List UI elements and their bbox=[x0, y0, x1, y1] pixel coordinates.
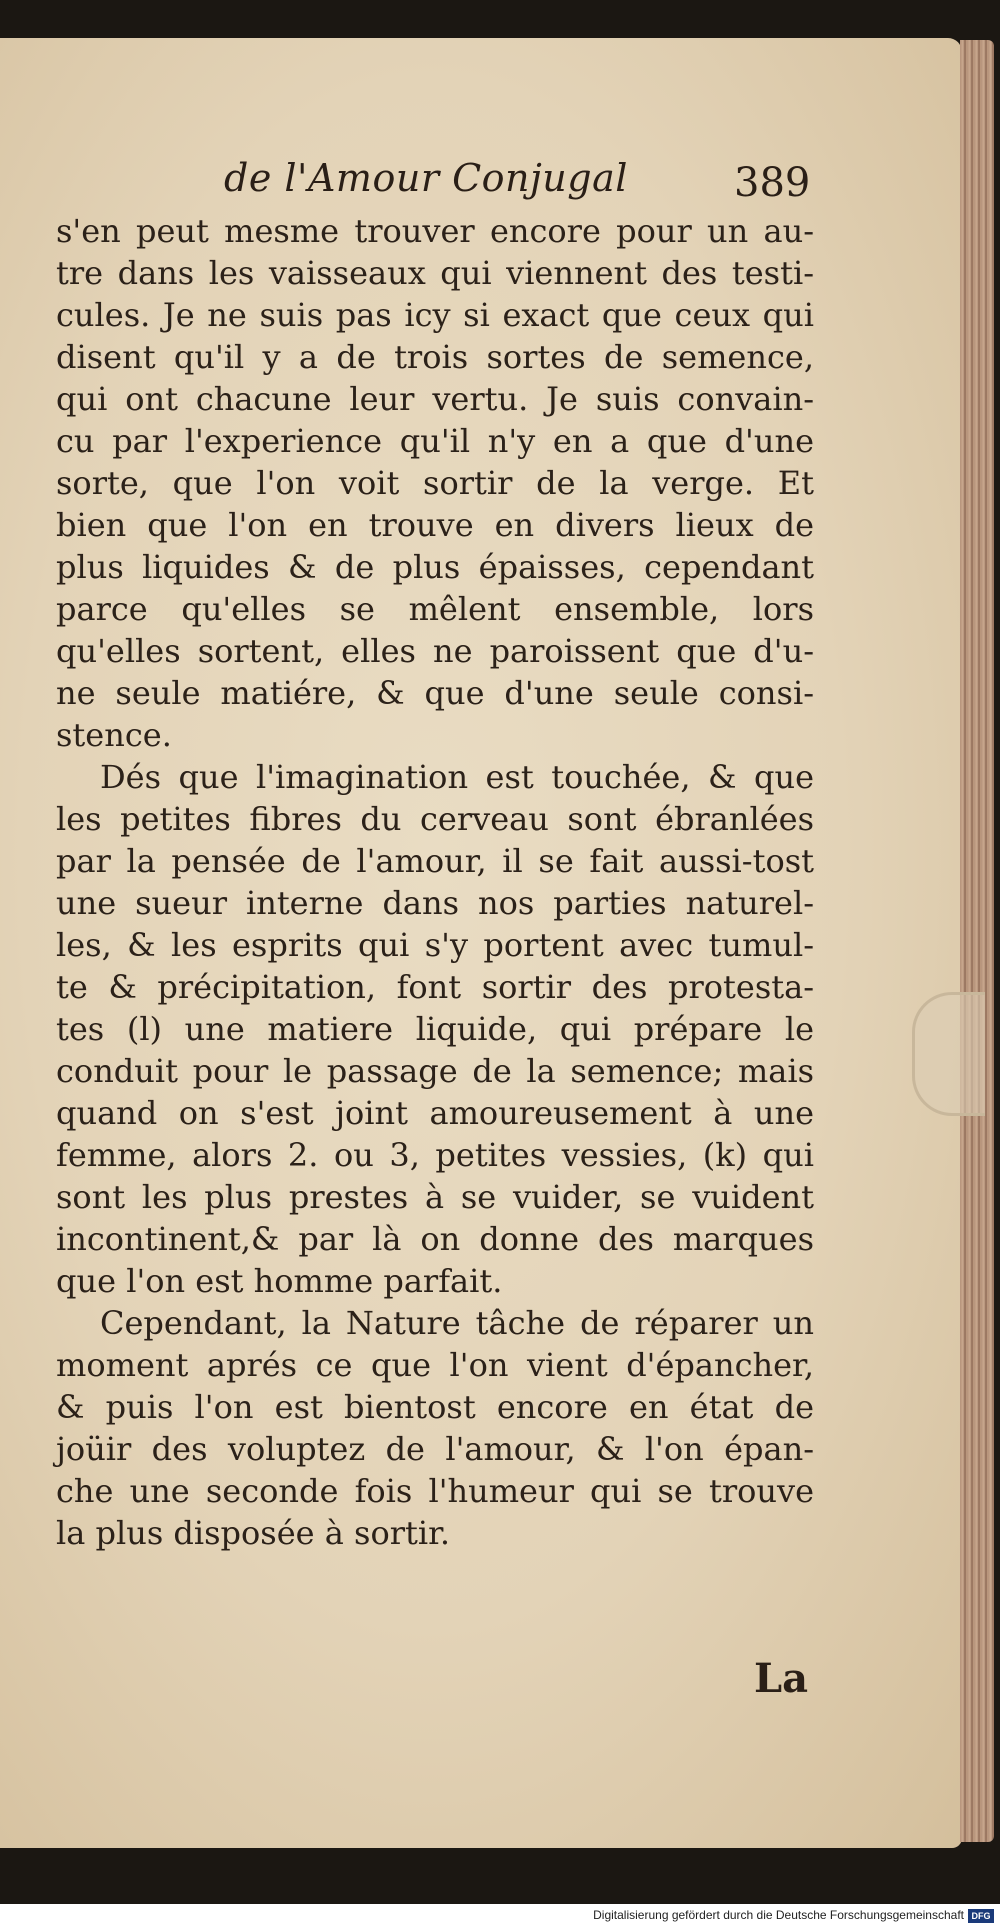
text-line: che une seconde fois l'humeur qui se trouve bbox=[56, 1472, 814, 1510]
text-line: stence. bbox=[56, 716, 172, 754]
text-line: bien que l'on en trouve en divers lieux de bbox=[56, 506, 814, 544]
text-line: disent qu'il y a de trois sortes de semence, bbox=[56, 338, 814, 376]
text-line: s'en peut mesme trouver encore pour un au- bbox=[56, 212, 814, 250]
text-line: te & précipitation, font sortir des protesta- bbox=[56, 968, 814, 1006]
text-line: conduit pour le passage de la semence; mais bbox=[56, 1052, 814, 1090]
text-line: sont les plus prestes à se vuider, se vuident bbox=[56, 1178, 814, 1216]
text-line: parce qu'elles se mêlent ensemble, lors bbox=[56, 590, 814, 628]
text-line: ne seule matiére, & que d'une seule consi- bbox=[56, 674, 814, 712]
page-edges bbox=[960, 40, 994, 1842]
text-line: Cependant, la Nature tâche de réparer un bbox=[100, 1304, 814, 1342]
page-header bbox=[0, 150, 962, 210]
text-line: les petites fibres du cerveau sont ébranlées bbox=[56, 800, 814, 838]
text-line: cules. Je ne suis pas icy si exact que ceux qui bbox=[56, 296, 814, 334]
text-line: joüir des voluptez de l'amour, & l'on épan- bbox=[56, 1430, 814, 1468]
text-line: incontinent,& par là on donne des marques bbox=[56, 1220, 814, 1258]
text-line: femme, alors 2. ou 3, petites vessies, (k) qui bbox=[56, 1136, 814, 1174]
text-line: qu'elles sortent, elles ne paroissent que d'u- bbox=[56, 632, 814, 670]
text-line: quand on s'est joint amoureusement à une bbox=[56, 1094, 814, 1132]
text-line: cu par l'experience qu'il n'y en a que d'une bbox=[56, 422, 814, 460]
digitization-footer bbox=[0, 1904, 1000, 1928]
book-clasp bbox=[912, 992, 985, 1116]
text-line: plus liquides & de plus épaisses, cependant bbox=[56, 548, 814, 586]
text-line: & puis l'on est bientost encore en état de bbox=[56, 1388, 814, 1426]
text-line: par la pensée de l'amour, il se fait aussi-tost bbox=[56, 842, 814, 880]
text-line: que l'on est homme parfait. bbox=[56, 1262, 503, 1300]
text-line: la plus disposée à sortir. bbox=[56, 1514, 451, 1552]
body-text bbox=[56, 210, 814, 1554]
text-line: moment aprés ce que l'on vient d'épancher, bbox=[56, 1346, 814, 1384]
text-line: une sueur interne dans nos parties naturel- bbox=[56, 884, 814, 922]
text-line: qui ont chacune leur vertu. Je suis convain- bbox=[56, 380, 814, 418]
text-line: tre dans les vaisseaux qui viennent des testi- bbox=[56, 254, 814, 292]
catchword: La bbox=[754, 1655, 809, 1702]
text-line: Dés que l'imagination est touchée, & que bbox=[100, 758, 814, 796]
text-line: les, & les esprits qui s'y portent avec tumul- bbox=[56, 926, 814, 964]
footer-credit: Digitalisierung gefördert durch die Deutsche Forschungsgemeinschaft bbox=[593, 1908, 964, 1922]
dfg-logo: DFG bbox=[968, 1909, 994, 1923]
running-title: de l'Amour Conjugal bbox=[224, 156, 628, 200]
page-number: 389 bbox=[734, 160, 811, 206]
text-line: tes (l) une matiere liquide, qui prépare le bbox=[56, 1010, 814, 1048]
text-line: sorte, que l'on voit sortir de la verge. Et bbox=[56, 464, 814, 502]
